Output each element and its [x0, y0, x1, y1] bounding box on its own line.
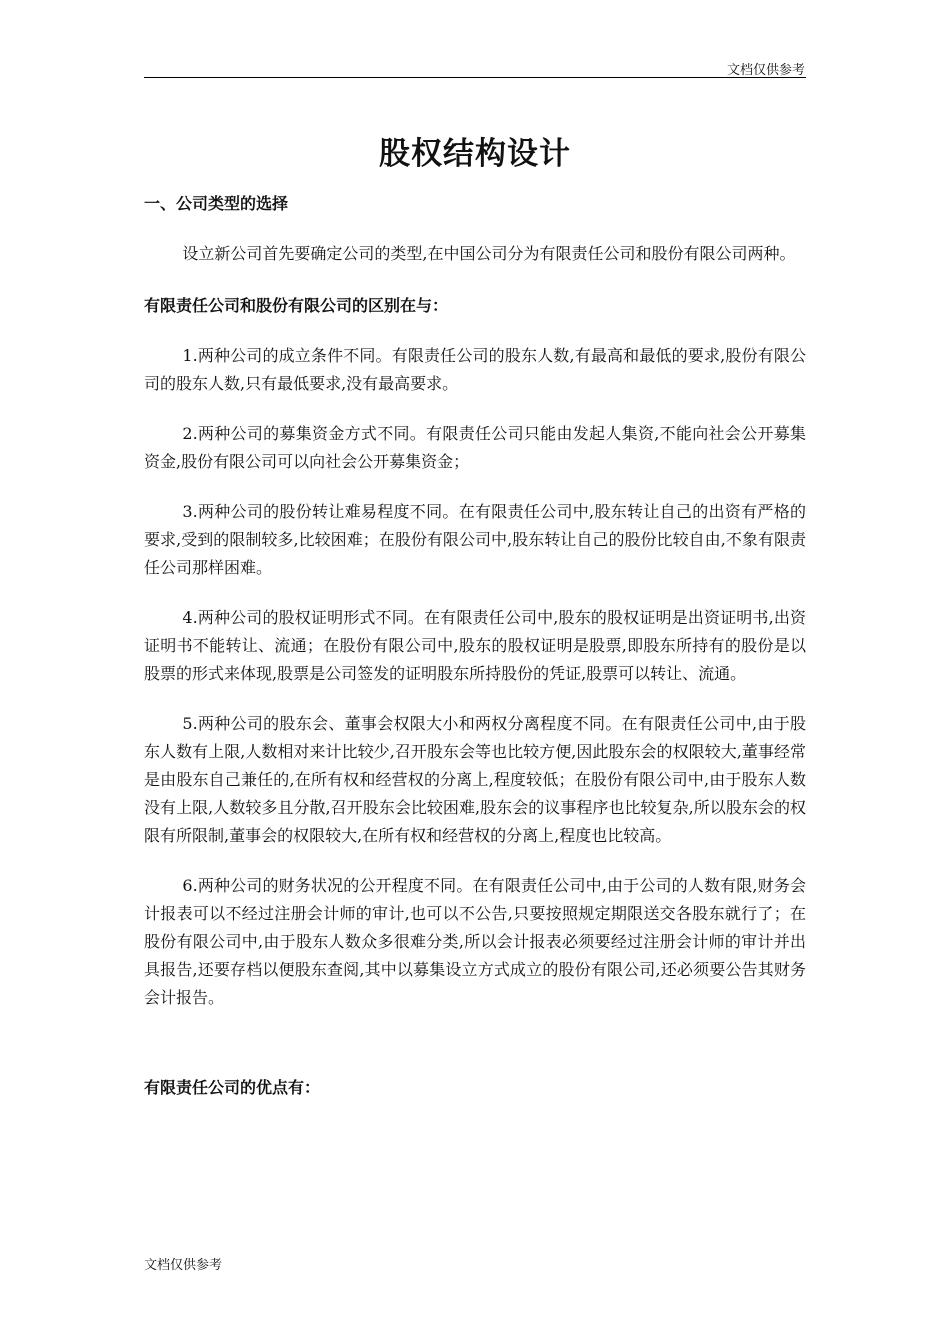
difference-item-5: 5.两种公司的股东会、董事会权限大小和两权分离程度不同。在有限责任公司中,由于股东人数有上限,人数相对来计比较少,召开股东会等也比较方便,因此股东会的权限较大,董事经常是由股东自己兼任的,在所有权和经营权的分离上,程度较低；在股份有限公司中,由于股东人数没有上限,人数较多且分散,召开股东会比较困难,股东会的议事程序也比较复杂,所以股东会的权限有所限制,董事会的权限较大,在所有权和经营权的分离上,程度也比较高。 [144, 714, 806, 845]
difference-item-4: 4.两种公司的股权证明形式不同。在有限责任公司中,股东的股权证明是出资证明书,出资证明书不能转让、流通；在股份有限公司中,股东的股权证明是股票,即股东所持有的股份是以股票的形式来体现,股票是公司签发的证明股东所持股份的凭证,股票可以转让、流通。 [144, 608, 806, 683]
differences-heading: 有限责任公司和股份有限公司的区别在与： [144, 296, 449, 315]
intro-paragraph: 设立新公司首先要确定公司的类型,在中国公司分为有限责任公司和股份有限公司两种。 [182, 244, 796, 263]
difference-item-1: 1.两种公司的成立条件不同。有限责任公司的股东人数,有最高和最低的要求,股份有限公司的股东人数,只有最低要求,没有最高要求。 [144, 346, 806, 393]
difference-item-6: 6.两种公司的财务状况的公开程度不同。在有限责任公司中,由于公司的人数有限,财务会计报表可以不经过注册会计师的审计,也可以不公告,只要按照规定期限送交各股东就行了；在股份有限公司中,由于股东人数众多很难分类,所以会计报表必须要经过注册会计师的审计并出具报告,还要存档以便股东查阅,其中以募集设立方式成立的股份有限公司,还必须要公告其财务会计报告。 [144, 876, 806, 1007]
header-label: 文档仅供参考 [726, 63, 805, 78]
footer-label: 文档仅供参考 [144, 1258, 223, 1273]
document-body [144, 190, 806, 1102]
difference-item-2: 2.两种公司的募集资金方式不同。有限责任公司只能由发起人集资,不能向社会公开募集资金,股份有限公司可以向社会公开募集资金； [144, 424, 806, 471]
section-heading-company-type: 一、公司类型的选择 [144, 194, 289, 213]
difference-item-3: 3.两种公司的股份转让难易程度不同。在有限责任公司中,股东转让自己的出资有严格的要求,受到的限制较多,比较困难；在股份有限公司中,股东转让自己的股份比较自由,不象有限责任公司那样困难。 [144, 502, 806, 577]
header-rule [144, 77, 806, 78]
document-title: 股权结构设计 [379, 136, 571, 172]
advantages-heading: 有限责任公司的优点有： [144, 1078, 321, 1097]
